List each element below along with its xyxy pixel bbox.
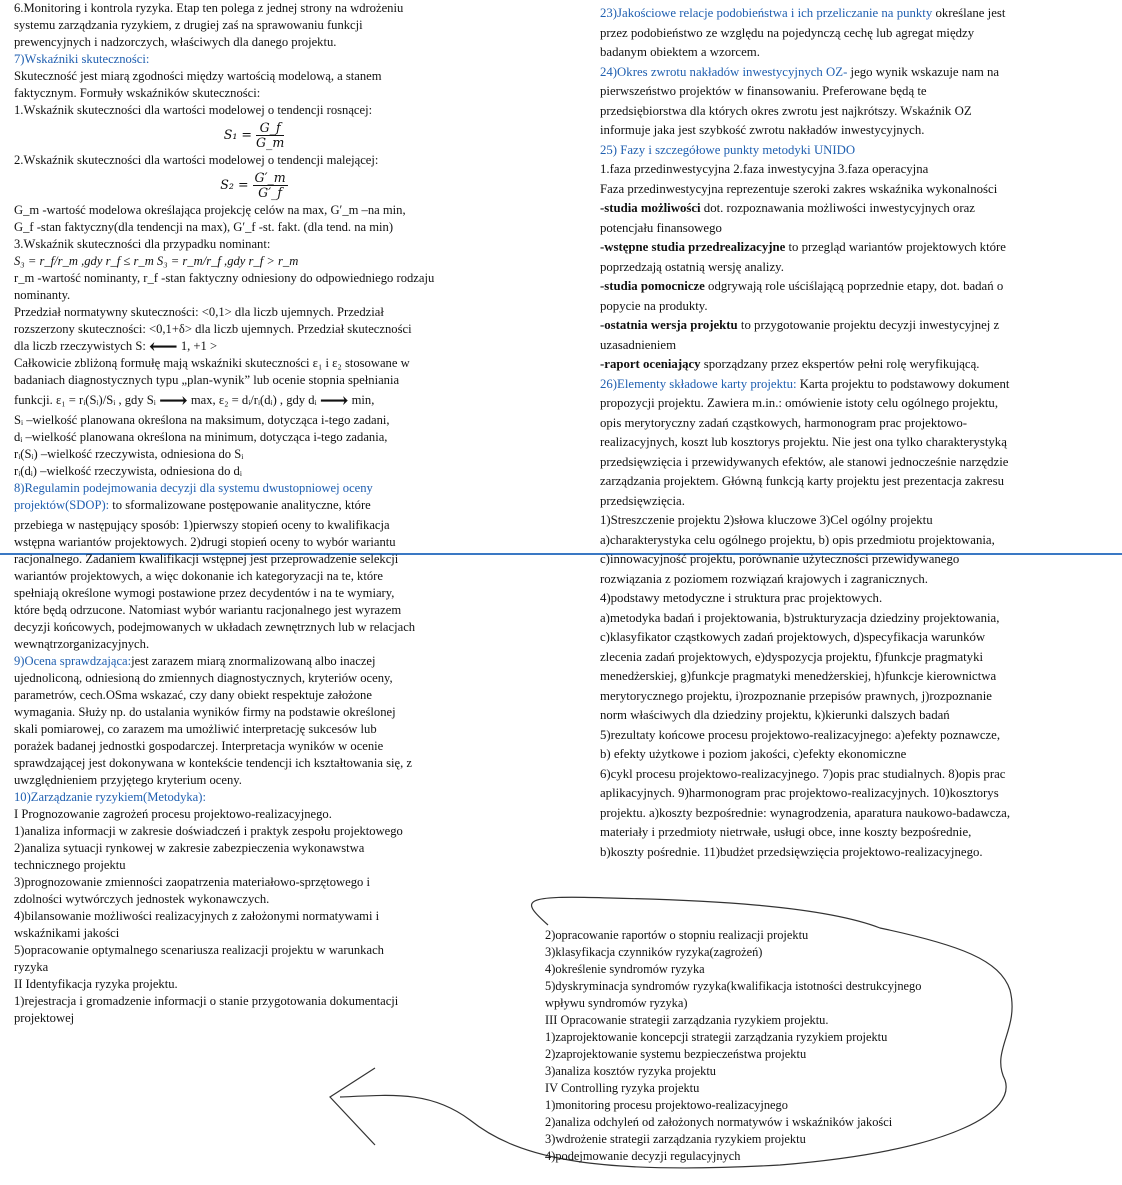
text-line: 1)analiza informacji w zakresie doświadczeń i praktyk zespołu projektowego	[14, 824, 403, 838]
list-item: wpływu syndromów ryzyka)	[545, 996, 688, 1010]
list-item: 3)wdrożenie strategii zarządzania ryzykiem projektu	[545, 1132, 806, 1146]
arrow-right-icon: ⟶	[319, 390, 349, 413]
text-line: wskaźnikami jakości	[14, 926, 120, 940]
text-line: Sᵢ –wielkość planowana określona na maksimum, dotycząca i-tego zadani,	[14, 413, 390, 427]
text-line: nominanty.	[14, 288, 71, 302]
text-line: wewnątrzorganizacyjnych.	[14, 637, 150, 651]
list-item: 3)analiza kosztów ryzyka projektu	[545, 1064, 716, 1078]
text-line: norm właściwych dla dziedziny projektu, k)kierunki dalszych badań	[600, 708, 950, 722]
text-line: 5)rezultaty końcowe procesu projektowo-realizacyjnego: a)efekty poznawcze,	[600, 727, 1001, 742]
list-item: III Opracowanie strategii zarządzania ryzykiem projektu.	[545, 1013, 829, 1027]
text-line: -raport oceniający sporządzany przez ekspertów pełni rolę weryfikującą.	[600, 357, 980, 371]
section-heading-10: 10)Zarządzanie ryzykiem(Metodyka):	[14, 790, 206, 804]
text-line: II Identyfikacja ryzyka projektu.	[14, 977, 178, 991]
text-line: Faza przedinwestycyjna reprezentuje szeroki zakres wskaźnika wykonalności	[600, 181, 998, 196]
list-item: IV Controlling ryzyka projektu	[545, 1081, 700, 1095]
text-line: decyzji końcowych, podejmowanych w układach zewnętrznych lub w relacjach	[14, 620, 416, 634]
text-line: 4)podstawy metodyczne i struktura prac projektowych.	[600, 591, 883, 605]
list-item: 4)podejmowanie decyzji regulacyjnych	[545, 1149, 741, 1163]
text-line: b) efekty użytkowe i poziom jakości, c)efekty ekonomiczne	[600, 747, 907, 761]
text-line: wariantów projektowych, a więc dokonanie ich kategoryzacji na te, które	[14, 569, 383, 583]
text-line: 3)prognozowanie zmienności zaopatrzenia materiałowo-sprzętowego i	[14, 875, 370, 889]
text-line: materiały i przedmioty nietrwałe, usługi obce, inne koszty bezpośrednie,	[600, 825, 972, 839]
text-line: merytorycznego projektu, i)rozpoznanie przepisów prawnych, j)rozpoznanie	[600, 688, 992, 703]
text-line: rozszerzony skuteczności: <0,1+δ> dla liczb ujemnych. Przedział skuteczności	[14, 322, 412, 336]
text-line: Całkowicie zbliżoną formułę mają wskaźniki skuteczności ε₁ i ε₂ stosowane w	[14, 356, 410, 370]
text-line: 1.Wskaźnik skuteczności dla wartości modelowej o tendencji rosnącej:	[14, 103, 373, 117]
text-line: propozycji projektu. Zawiera m.in.: omówienie istoty celu ogólnego projektu,	[600, 396, 999, 410]
text-line: systemu zarządzania ryzykiem, z drugiej zaś na sprawowaniu funkcji	[14, 18, 363, 32]
text-line: przedsięwzięcia i przewidywanych efektów, ale stanowi jednocześnie narzędzie	[600, 454, 1009, 469]
text-line: przedsięwzięcia.	[600, 493, 685, 508]
text-line: technicznego projektu	[14, 858, 126, 872]
list-item: 1)zaprojektowanie koncepcji strategii zarządzania ryzykiem projektu	[545, 1030, 888, 1044]
list-item: 2)zaprojektowanie systemu bezpieczeństwa projektu	[545, 1047, 807, 1061]
text-line: 23)Jakościowe relacje podobieństwa i ich przeliczanie na punkty określane jest	[600, 6, 1006, 20]
text-line: -ostatnia wersja projektu to przygotowanie projektu decyzji inwestycyjnej z	[600, 318, 1000, 332]
text-line: uzasadnieniem	[600, 337, 677, 352]
list-item: 2)analiza odchyleń od założonych normatywów i wskaźników jakości	[545, 1115, 893, 1129]
text-line: 24)Okres zwrotu nakładów inwestycyjnych OZ- jego wynik wskazuje nam na	[600, 64, 1000, 79]
text-line: 5)opracowanie optymalnego scenariusza realizacji projektu w warunkach	[14, 943, 384, 957]
text-line: a)metodyka badań i projektowania, b)strukturyzacja dziedziny projektowania,	[600, 610, 1000, 625]
text-line: porażek badanej jednostki gospodarczej. Interpretacja wyników w ocenie	[14, 739, 384, 753]
text-line: G_m -wartość modelowa określająca projekcję celów na max, G′_m –na min,	[14, 203, 406, 217]
text-line: parametrów, cech.OSma wskazać, czy dany obiekt respektuje założone	[14, 688, 372, 702]
text-line: zdolności wytwórczych jednostek wykonawczych.	[14, 892, 270, 906]
text-line: 9)Ocena sprawdzająca:jest zarazem miarą znormalizowaną albo inaczej	[14, 654, 376, 668]
text-line: wymagania. Służy np. do ustalania wyników firmy na podstawie określonej	[14, 705, 396, 719]
text-line: -studia pomocnicze odgrywają role uściślającą poprzednie etapy, dot. badań o	[600, 279, 1004, 293]
text-line: dla liczb rzeczywistych S: ⟵ 1, +1 >	[14, 336, 218, 359]
text-line: prewencyjnych i nadzorczych, właściwych dla danego projektu.	[14, 35, 337, 49]
text-line: realizacyjnych, koszt lub kosztorys projektu. Nie jest ona tylko charakterystyką	[600, 435, 1007, 449]
section-heading-7: 7)Wskaźniki skuteczności:	[14, 52, 150, 66]
formula-s2: S₂ = $\frac{G'\_m}{G'\_f}$	[220, 170, 286, 200]
formula-s3: S₃ = r_f/r_m ,gdy r_f ≤ r_m S₃ = r_m/r_f ,gdy r_f > r_m	[14, 254, 299, 268]
section-heading-9: 9)Ocena sprawdzająca:	[14, 654, 132, 668]
text-line: projektowej	[14, 1011, 75, 1025]
text-line: 2.Wskaźnik skuteczności dla wartości modelowej o tendencji malejącej:	[14, 153, 379, 167]
text-line: 1)Streszczenie projektu 2)słowa kluczowe 3)Cel ogólny projektu	[600, 513, 933, 527]
bottom-right-list	[545, 927, 985, 1165]
text-line: pierwszeństwo projektów w finansowaniu. Preferowane będą te	[600, 84, 927, 98]
text-line: projektu. a)koszty bezpośrednie: wynagrodzenia, aparatura naukowo-badawcza,	[600, 805, 1011, 820]
formula-epsilon: funkcji. ε₁ = rᵢ(Sᵢ)/Sᵢ , gdy Sᵢ ⟶ max, ε₂ = dᵢ/rᵢ(dᵢ) , gdy dᵢ ⟶ min,	[14, 390, 375, 413]
section-heading-23: 23)Jakościowe relacje podobieństwa i ich przeliczanie na punkty	[600, 6, 933, 20]
text-line: -wstępne studia przedrealizacyjne to przegląd wariantów projektowych które	[600, 240, 1006, 254]
text-line: projektów(SDOP): to sformalizowane postępowanie analityczne, które	[14, 498, 371, 512]
text-line: Przedział normatywny skuteczności: <0,1> dla liczb ujemnych. Przedział	[14, 305, 384, 319]
text-line: racjonalnego. Zadaniem kwalifikacji wstępnej jest przeprowadzenie selekcji	[14, 552, 399, 566]
text-line: 1.faza przedinwestycyjna 2.faza inwestycyjna 3.faza operacyjna	[600, 162, 929, 176]
text-line: G_f -stan faktyczny(dla tendencji na max), G′_f -st. fakt. (dla tend. na min)	[14, 220, 394, 234]
list-item: 5)dyskryminacja syndromów ryzyka(kwalifikacja istotności destrukcyjnego	[545, 979, 922, 993]
text-line: menedżerskiej, g)funkcje pragmatyki menedżerskiej, h)funkcje kierownictwa	[600, 669, 997, 683]
text-line: zarządzania projektem. Główną funkcją karty projektu jest prezentacja zakresu	[600, 474, 1004, 488]
text-line: popycie na produkty.	[600, 298, 708, 313]
section-heading-25: 25) Fazy i szczegółowe punkty metodyki UNIDO	[600, 142, 856, 157]
text-line: potencjału finansowego	[600, 220, 722, 235]
text-line: 26)Elementy składowe karty projektu: Karta projektu to podstawowy dokument	[600, 376, 1010, 391]
text-line: uwzględnieniem przyjętego kryterium oceny.	[14, 773, 242, 787]
text-line: faktycznym. Formuły wskaźników skuteczności:	[14, 86, 261, 100]
text-line: rᵢ(dᵢ) –wielkość rzeczywista, odniesiona do dᵢ	[14, 464, 242, 478]
text-line: opis merytoryczny zadań cząstkowych, harmonogram prac projektowo-	[600, 415, 968, 430]
text-line: które będą odrzucone. Natomiast wybór wariantu racjonalnego jest wyrazem	[14, 603, 402, 617]
text-line: -studia możliwości dot. rozpoznawania możliwości inwestycyjnych oraz	[600, 201, 975, 215]
text-line: ujednoliconą, odniesioną do zmiennych diagnostycznych, kryteriów oceny,	[14, 671, 393, 685]
text-line: rozwiązania z poziomem rozwiązań krajowych i zagranicznych.	[600, 571, 928, 586]
section-heading-24: 24)Okres zwrotu nakładów inwestycyjnych OZ-	[600, 64, 848, 79]
text-line: 6.Monitoring i kontrola ryzyka. Etap ten polega z jednej strony na wdrożeniu	[14, 1, 404, 15]
text-line: informuje jaka jest szybkość zwrotu nakładów inwestycyjnych.	[600, 123, 925, 137]
text-line: spełniają określone wymogi postawione przez decydentów i na te wymiary,	[14, 586, 395, 600]
list-item: 1)monitoring procesu projektowo-realizacyjnego	[545, 1098, 788, 1112]
text-line: 1)rejestracja i gromadzenie informacji o stanie przygotowania dokumentacji	[14, 994, 399, 1008]
right-column	[600, 4, 1100, 862]
text-line: przedsiębiorstwa dla których okres zwrotu jest najkrótszy. Wskaźnik OZ	[600, 103, 972, 118]
text-line: skali pomiarowej, co zarazem ma umożliwić interpretację sukcesów lub	[14, 722, 377, 736]
text-line: przez podobieństwo ze względu na pojedynczą cechę lub agregat między	[600, 25, 975, 40]
list-item: 3)klasyfikacja czynników ryzyka(zagrożeń)	[545, 945, 763, 959]
list-item: 2)opracowanie raportów o stopniu realizacji projektu	[545, 928, 809, 942]
text-line: rᵢ(Sᵢ) –wielkość rzeczywista, odniesiona do Sᵢ	[14, 447, 244, 461]
text-line: ryzyka	[14, 960, 49, 974]
text-line: dᵢ –wielkość planowana określona na minimum, dotycząca i-tego zadania,	[14, 430, 388, 444]
arrow-left-icon: ⟵	[149, 336, 178, 359]
text-line: c)klasyfikator cząstkowych zadań projektowych, d)specyfikacja warunków	[600, 630, 986, 644]
text-line: 3.Wskaźnik skuteczności dla przypadku nominant:	[14, 237, 271, 251]
text-line: 4)bilansowanie możliwości realizacyjnych z założonymi normatywami i	[14, 909, 380, 923]
text-line: r_m -wartość nominanty, r_f -stan faktyczny odniesiony do odpowiedniego rodzaju	[14, 271, 435, 285]
arrow-right-icon: ⟶	[159, 390, 188, 413]
text-line: aplikacyjnych. 9)harmonogram prac projektowo-realizacyjnych. 10)kosztorys	[600, 786, 999, 800]
text-line: a)charakterystyka celu ogólnego projektu, b) opis przedmiotu projektowania,	[600, 532, 995, 547]
section-heading-8: 8)Regulamin podejmowania decyzji dla systemu dwustopniowej oceny	[14, 481, 373, 495]
text-line: sprawdzającej jest dokonywana w kontekście tendencji ich kształtowania się, z	[14, 756, 412, 770]
text-line: b)koszty pośrednie. 11)budżet przedsięwzięcia projektowo-realizacyjnego.	[600, 844, 983, 859]
text-line: przebiega w następujący sposób: 1)pierwszy stopień oceny to kwalifikacja	[14, 518, 390, 532]
text-line: badaniach diagnostycznych typu „plan-wynik” lub ocenie stopnia spełniania	[14, 373, 400, 387]
section-heading-26: 26)Elementy składowe karty projektu:	[600, 376, 797, 391]
text-line: I Prognozowanie zagrożeń procesu projektowo-realizacyjnego.	[14, 807, 332, 821]
text-line: badanym obiektem a wzorcem.	[600, 45, 760, 59]
text-line: c)innowacyjność projektu, porównanie użyteczności przewidywanego	[600, 552, 960, 566]
text-line: Skuteczność jest miarą zgodności między wartością modelową, a stanem	[14, 69, 382, 83]
text-line: wstępna wariantów projektowych. 2)drugi stopień oceny to wybór wariantu	[14, 535, 396, 549]
left-column	[14, 0, 494, 1027]
text-line: 2)analiza sytuacji rynkowej w zakresie zabezpieczenia wykonawstwa	[14, 841, 365, 855]
list-item: 4)określenie syndromów ryzyka	[545, 962, 705, 976]
text-line: zlecenia zadań projektowych, e)dyspozycja projektu, f)funkcje pragmatyki	[600, 649, 984, 664]
text-line: poprzedzają ostatnią wersję analizy.	[600, 259, 784, 274]
formula-s1: S₁ = $\frac{G\_f}{G\_m}$	[223, 120, 285, 150]
text-line: 6)cykl procesu projektowo-realizacyjnego. 7)opis prac studialnych. 8)opis prac	[600, 766, 1006, 781]
